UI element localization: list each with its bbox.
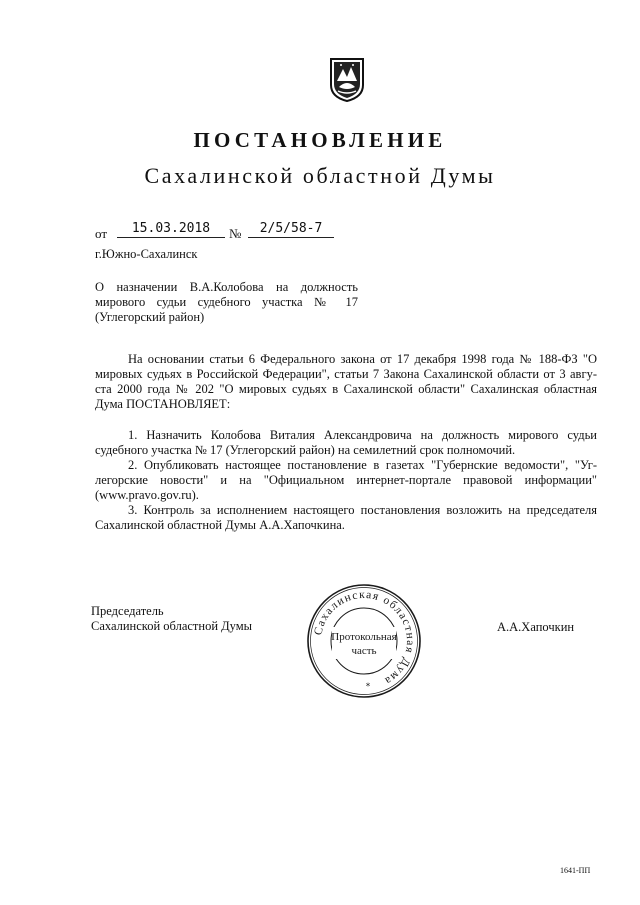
body-line: Дума ПОСТАНОВЛЯЕТ: [95,397,231,411]
item-3-paragraph [95,503,597,533]
document-number: 2/5/58-7 [248,221,334,238]
stamp-ring-text: Сахалинская областная Дума [312,588,417,688]
issuer-heading: Сахалинской областной Думы [144,163,496,188]
body-line: легорские новости" и на "Официальном интернет-портале правовой информации" [95,473,597,487]
document-body [95,352,597,533]
date-prefix: от [95,226,108,241]
document-subject [95,280,358,325]
stamp-star-icon: * [365,682,371,692]
stamp-center-line: Протокольная [331,631,397,643]
sakhalin-coat-of-arms-icon [329,57,365,103]
signatory-name: А.А.Хапочкин [497,620,575,634]
body-line: На основании статьи 6 Федерального закона от 17 декабря 1998 года № 188-ФЗ "О [128,352,597,366]
item-1-paragraph [95,428,597,458]
subject-line: мирового судьи судебного участка № 17 [95,295,358,309]
body-line: 3. Контроль за исполнением настоящего постановления возложить на председателя [128,503,597,517]
number-prefix: № [229,226,242,241]
body-line: судебного участка № 17 (Углегорский район) на семилетний срок полномочий. [95,443,516,457]
subject-line: О назначении В.А.Колобова на должность [95,280,358,294]
document-date: 15.03.2018 [117,221,225,238]
preamble-paragraph [95,352,597,412]
body-line: 2. Опубликовать настоящее постановление в газетах "Губернские ведомости", "Уг- [128,458,597,472]
item-2-paragraph [95,458,597,503]
stamp-center-line: часть [351,645,377,657]
city-name: г.Южно-Сахалинск [95,247,198,261]
body-line: мировых судьях в Российской Федерации", статьи 7 Закона Сахалинской области от 3 авгу- [95,367,597,381]
body-line: ста 2000 года № 202 "О мировых судьях в Сахалинской области" Сахалинская областная [95,382,597,396]
signatory-title-line: Председатель [91,604,164,618]
document-type-heading: ПОСТАНОВЛЕНИЕ [193,128,447,152]
subject-line: (Углегорский район) [95,310,205,324]
body-line: (www.pravo.gov.ru). [95,488,199,502]
body-line: Сахалинской областной Думы А.А.Хапочкина. [95,518,345,532]
footer-code: 1641-ПП [560,866,591,875]
signatory-title-line: Сахалинской областной Думы [91,619,253,633]
body-line: 1. Назначить Колобова Виталия Александровича на должность мирового судьи [128,428,597,442]
signatory-title [91,604,252,634]
official-stamp [305,582,423,700]
